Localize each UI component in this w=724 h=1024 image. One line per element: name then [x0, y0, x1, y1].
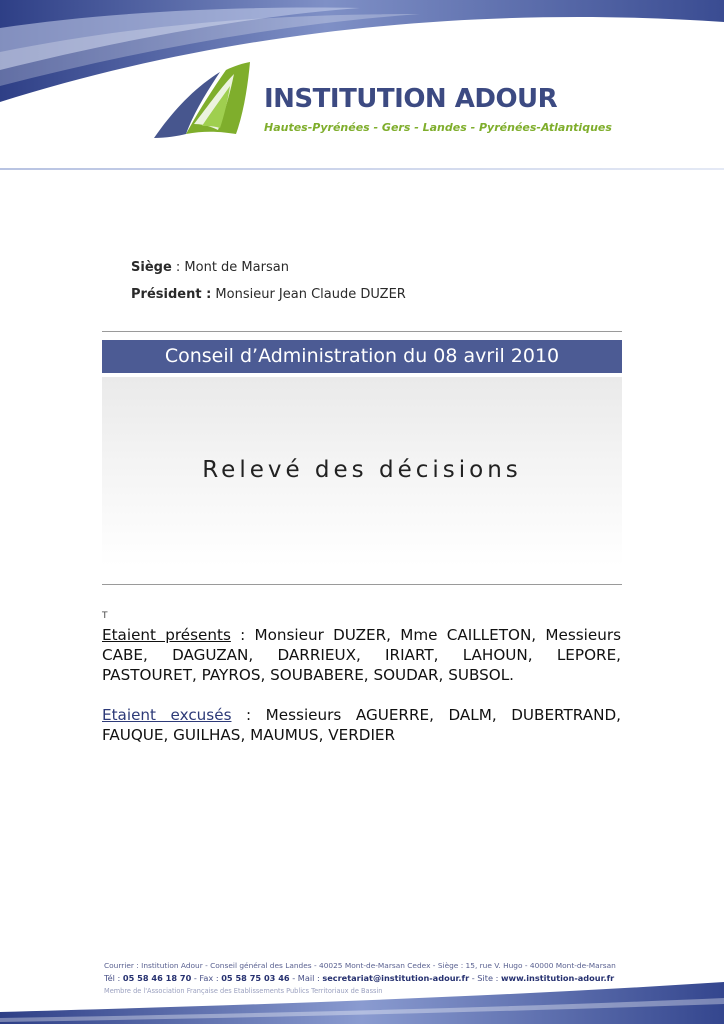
fax-value: 05 58 75 03 46 [221, 973, 290, 983]
excused-lead: Etaient excusés [102, 706, 232, 724]
president-line [131, 287, 406, 302]
stray-mark: T [102, 611, 108, 621]
siege-value: : Mont de Marsan [171, 260, 289, 275]
excused-list: : Messieurs AGUERRE, DALM, DUBERTRAND, FAUQUE, GUILHAS, MAUMUS, VERDIER [102, 706, 621, 744]
siege-line [131, 260, 289, 275]
president-label: Président : [131, 287, 212, 302]
footer-address: Courrier : Institution Adour - Conseil général des Landes - 40025 Mont-de-Marsan Cedex - Siège : 15, rue V. Hugo - 40000 Mont-de-Marsan [104, 961, 616, 970]
site-label: - Site : [469, 973, 501, 983]
meeting-title-banner: Conseil d’Administration du 08 avril 2010 [102, 340, 622, 373]
organization-tagline: Hautes-Pyrénées - Gers - Landes - Pyrénées-Atlantiques [264, 121, 612, 134]
document-title: Relevé des décisions [202, 457, 522, 483]
bottom-divider [102, 584, 622, 585]
fax-label: - Fax : [191, 973, 222, 983]
footer-swoosh-decoration [0, 964, 724, 1024]
tel-value: 05 58 46 18 70 [122, 973, 192, 983]
mail-label: - Mail : [289, 973, 323, 983]
tel-label: Tél : [104, 973, 123, 983]
title-panel [102, 377, 622, 567]
top-divider [102, 331, 622, 332]
president-value: Monsieur Jean Claude DUZER [211, 287, 406, 302]
mail-value[interactable]: secretariat@institution-adour.fr [322, 973, 470, 983]
present-list: : Monsieur DUZER, Mme CAILLETON, Messieurs CABE, DAGUZAN, DARRIEUX, IRIART, LAHOUN, LEPORE, PASTOURET, PAYROS, SOUBABERE, SOUDAR, SUBSOL. [102, 626, 621, 684]
attendees-excused-paragraph [102, 705, 621, 745]
site-value[interactable]: www.institution-adour.fr [500, 973, 615, 983]
attendees-present-paragraph [102, 625, 621, 685]
footer-membership: Membre de l'Association Française des Etablissements Publics Territoriaux de Bassin [104, 987, 383, 995]
institution-adour-logo-icon [150, 60, 254, 142]
present-lead: Etaient présents [102, 626, 231, 644]
organization-name: INSTITUTION ADOUR [264, 84, 558, 114]
siege-label: Siège [131, 260, 172, 275]
